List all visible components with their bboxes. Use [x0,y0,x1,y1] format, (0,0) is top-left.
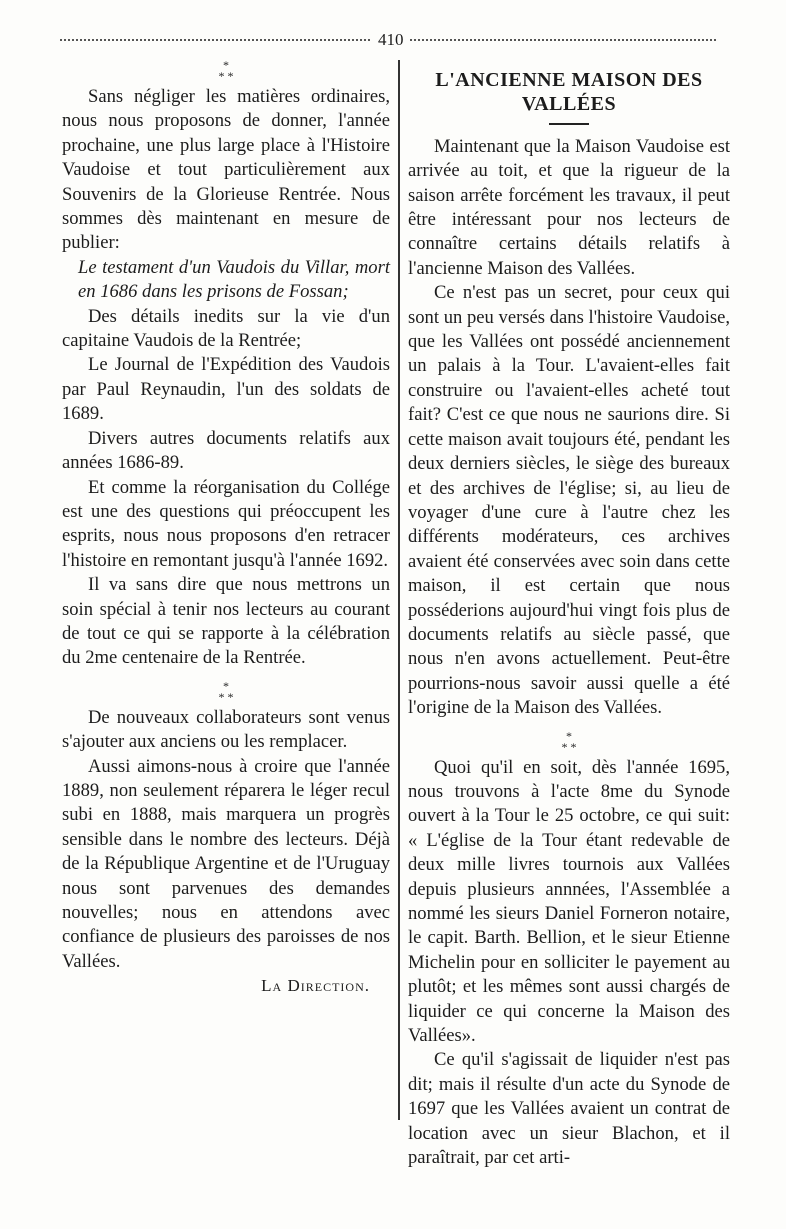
title-rule [549,123,589,125]
paragraph: Ce qu'il s'agissait de liquider n'est pas dit; mais il résulte d'un acte du Synode de 1697 que les Vallées avaient un contrat de location avec un sieur Blachon, et il paraîtrait, par cet arti- [408,1049,730,1169]
paragraph: Aussi aimons-nous à croire que l'année 1889, non seulement réparera le léger recul subi en 1888, mais marquera un progrès sensible dans le nombre des lecteurs. Déjà de la République Argentine et de l'Uruguay nous sont parvenues des demandes nouvelles; nous en attendons avec confiance de plusieurs des paroisses de nos Vallées. [62,755,390,972]
paragraph: Et comme la réorganisation du Collége est une des questions qui préoccupent les esprits, nous nous proposons d'en retracer l'histoire en remontant jusqu'à l'année 1692. [62,476,390,571]
paragraph: Quoi qu'il en soit, dès l'année 1695, nous trouvons à l'acte 8me du Synode ouvert à la Tour le 25 octobre, ce qui suit: « L'église de la Tour étant redevable de deux mille livres tournois aux Vallées depuis plusieurs annnées, l'Assemblée a nommé les sieurs Daniel Forneron notaire, le capit. Barth. Bellion, et le sieur Etienne Michelin pour en solliciter le payement au plutôt; et les mêmes sont aussi chargés de liquider ce qui concerne la Maison des Vallées». [408,756,730,1047]
paragraph: Sans négliger les matières ordinaires, nous nous proposons de donner, l'année prochaine, une plus large place à l'Histoire Vaudoise et tout particulièrement aux Souvenirs de la Glorieuse Rentrée. Nous sommes dès maintenant en mesure de publier: [62,86,390,254]
column-divider [398,60,400,1120]
list-item: Le testament d'un Vaudois du Villar, mort en 1686 dans les prisons de Fossan; [78,256,390,303]
paragraph: Il va sans dire que nous mettrons un soin spécial à tenir nos lecteurs au courant de tout ce qui se rapporte à la célébration du 2me centenaire de la Rentrée. [62,574,390,669]
paragraph: De nouveaux collaborateurs sont venus s'ajouter aux anciens ou les remplacer. [62,706,390,753]
paragraph: Ce n'est pas un secret, pour ceux qui sont un peu versés dans l'histoire Vaudoise, que les Vallées ont possédé anciennement un palais à la Tour. L'avaient-elles fait construire ou l'avaient-elles acheté tout fait? C'est ce que nous ne saurions dire. Si cette maison avait toujours été, pendant les deux derniers siècles, le siège des bureaux et des archives de l'église; si, au lieu de voyager d'une cure à l'autre chez les différents modérateurs, ces archives avaient été conservées avec soin dans cette maison, il est certain que nous posséderions aujourd'hui vingt fois plus de documents relatifs au siècle passé, que nous n'en avons actuellement. Peut-être pourrions-nous savoir aussi quelle a été l'origine de la Maison des Vallées. [408,282,730,719]
section-asterism: * * * [218,58,234,83]
list-item: Le Journal de l'Expédition des Vaudois par Paul Reynaudin, l'un des soldats de 1689. [62,354,390,425]
page-header [60,30,716,50]
list-item: Divers autres documents relatifs aux années 1686-89. [62,427,390,474]
section-asterism: * * * [218,678,234,704]
left-column [62,60,390,999]
signature: La Direction. [261,976,370,996]
header-ornament-right [410,39,716,45]
page-number: 410 [378,30,404,49]
right-column [408,60,730,1170]
section-asterism: * * * [561,728,577,754]
header-ornament-left [60,39,370,45]
article-title: L'ANCIENNE MAISON DES VALLÉES [435,69,703,116]
paragraph: Maintenant que la Maison Vaudoise est arrivée au toit, et que la rigueur de la saison arrête forcément les travaux, il peut être intéressant pour nos lecteurs de connaître certains détails relatifs à l'ancienne Maison des Vallées. [408,135,730,279]
list-item: Des détails inedits sur la vie d'un capitaine Vaudois de la Rentrée; [62,305,390,352]
